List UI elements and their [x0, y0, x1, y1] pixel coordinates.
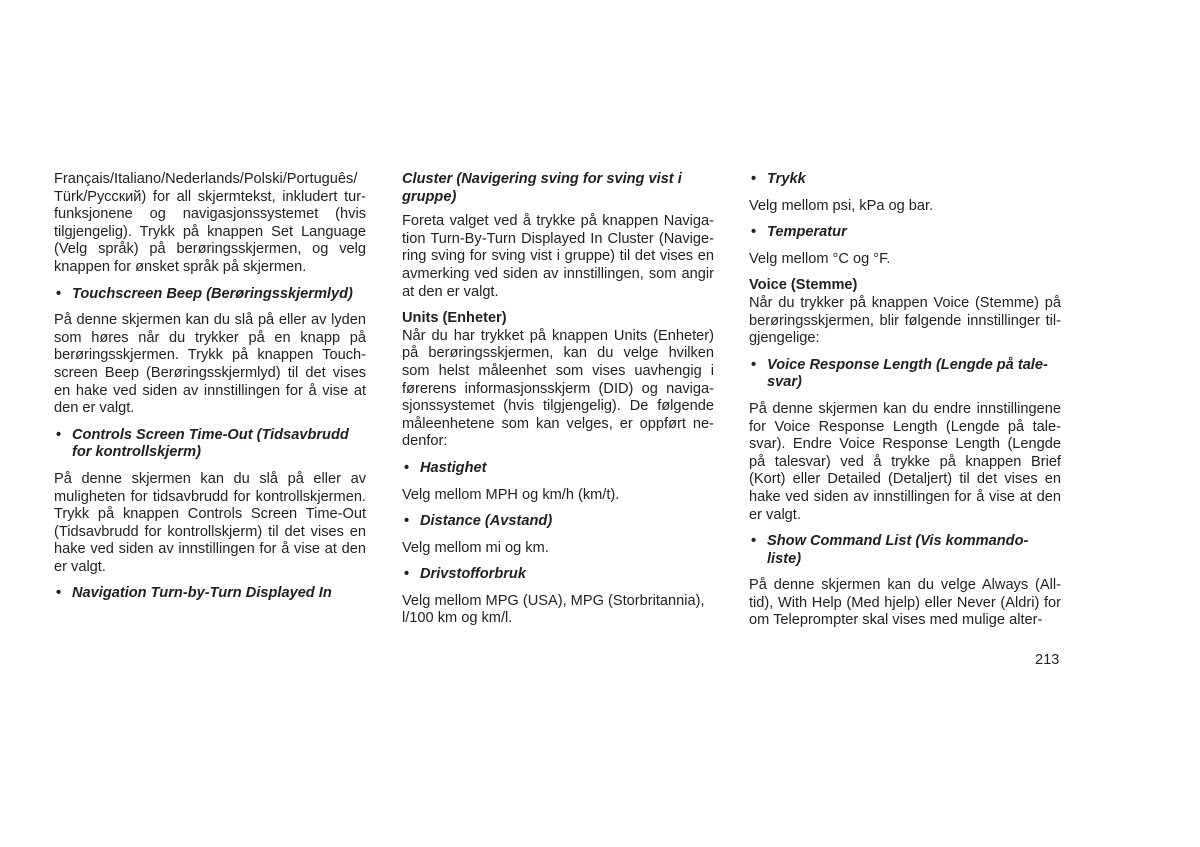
bullet-dot: • [404, 566, 410, 583]
touchscreen-beep-text: På denne skjermen kan du slå på eller av lyden som høres når du trykker på en knapp på berøringsskjermen. Trykk på knappen Touch-screen Beep (Berøringsskjermlyd) til det vises en hake ved siden av innstillingen for å vise at den er valgt. [54, 312, 366, 417]
distance-text: Velg mellom mi og km. [402, 539, 549, 556]
cluster-heading: Cluster (Navigering sving for sving vist i gruppe) [402, 171, 682, 205]
bullet-trykk [749, 171, 1061, 189]
bullet-controls-screen-timeout [54, 427, 366, 462]
bullet-title: Show Command List (Vis kommando-liste) [767, 533, 1029, 567]
left-column [54, 171, 366, 612]
bullet-show-command-list [749, 533, 1061, 568]
page-number: 213 [1035, 652, 1060, 668]
controls-screen-timeout-text: På denne skjermen kan du slå på eller av muligheten for tidsavbrudd for kontrollskjermen. Trykk på knappen Controls Screen Time-Out (Tidsavbrudd for kontrollskjerm) til det vises en hake ved siden av innstillingen for å vise at den er valgt. [54, 470, 366, 575]
hastighet-text: Velg mellom MPH og km/h (km/t). [402, 486, 620, 503]
units-paragraph: Når du har trykket på knappen Units (Enheter) på berøringsskjermen, kan du velge hvilken som helst måleenhet som vises uavhengig i førerens informasjonsskjerm (DID) og naviga-sjonssystemet (hvis tilgjengelig). De følgende måleenhetene som kan velges, er oppført ne-denfor: [402, 327, 714, 450]
bullet-dot: • [751, 533, 757, 550]
bullet-dot: • [56, 585, 62, 602]
trykk-text: Velg mellom psi, kPa og bar. [749, 197, 934, 214]
voice-paragraph: Når du trykker på knappen Voice (Stemme) på berøringsskjermen, blir følgende innstillinger til-gjengelige: [749, 294, 1061, 347]
bullet-title: Temperatur [767, 224, 847, 241]
bullet-title: Drivstofforbruk [420, 566, 526, 583]
bullet-navigation-turn-by-turn [54, 585, 366, 603]
bullet-voice-response-length [749, 357, 1061, 392]
bullet-title: Hastighet [420, 459, 487, 476]
show-command-list-text: På denne skjermen kan du velge Always (All-tid), With Help (Med hjelp) eller Never (Aldri) for om Teleprompter skal vises med mulige alter- [749, 577, 1061, 629]
bullet-drivstofforbruk [402, 566, 714, 584]
bullet-distance [402, 513, 714, 531]
bullet-title: Distance (Avstand) [420, 513, 553, 530]
bullet-title: Trykk [767, 171, 806, 187]
bullet-title: Controls Screen Time-Out (Tidsavbrudd for kontrollskjerm) [72, 426, 349, 461]
bullet-title: Touchscreen Beep (Berøringsskjermlyd) [72, 285, 353, 302]
bullet-title: Navigation Turn-by-Turn Displayed In [72, 585, 332, 602]
bullet-dot: • [404, 459, 410, 476]
bullet-dot: • [404, 513, 410, 530]
bullet-title: Voice Response Length (Lengde på tale-svar) [767, 356, 1048, 391]
bullet-dot: • [56, 285, 62, 302]
bullet-dot: • [751, 171, 757, 187]
cluster-paragraph: Foreta valget ved å trykke på knappen Naviga-tion Turn-By-Turn Displayed In Cluster (Navige-ring sving for sving vist i gruppe) til det vises en avmerking ved siden av innstillingen, som angir at den er valgt. [402, 213, 714, 300]
bullet-dot: • [56, 426, 62, 443]
temperatur-text: Velg mellom °C og °F. [749, 250, 891, 267]
bullet-temperatur [749, 224, 1061, 242]
voice-heading: Voice (Stemme) [749, 277, 858, 294]
bullet-dot: • [751, 224, 757, 241]
right-column [749, 171, 1061, 639]
units-heading: Units (Enheter) [402, 310, 507, 327]
drivstofforbruk-text: Velg mellom MPG (USA), MPG (Storbritannia), l/100 km og km/l. [402, 592, 705, 627]
bullet-dot: • [751, 356, 757, 373]
voice-response-length-text: På denne skjermen kan du endre innstillingene for Voice Response Length (Lengde på tale-svar). Endre Voice Response Length (Lengde på talesvar) ved å trykke på knappen Brief (Kort) eller Detailed (Detaljert) til det vises en hake ved siden av innstillingen for å vise at den er valgt. [749, 400, 1061, 523]
intro-paragraph: Français/Italiano/Nederlands/Polski/Português/ Türk/Русский) for all skjermtekst, inkludert tur-funksjonene og navigasjonssystemet (hvis tilgjengelig). Trykk på knappen Set Language (Velg språk) på berøringsskjermen, og velg knappen for ønsket språk på skjermen. [54, 171, 366, 275]
bullet-hastighet [402, 460, 714, 478]
bullet-touchscreen-beep [54, 286, 366, 304]
middle-column [402, 171, 714, 637]
